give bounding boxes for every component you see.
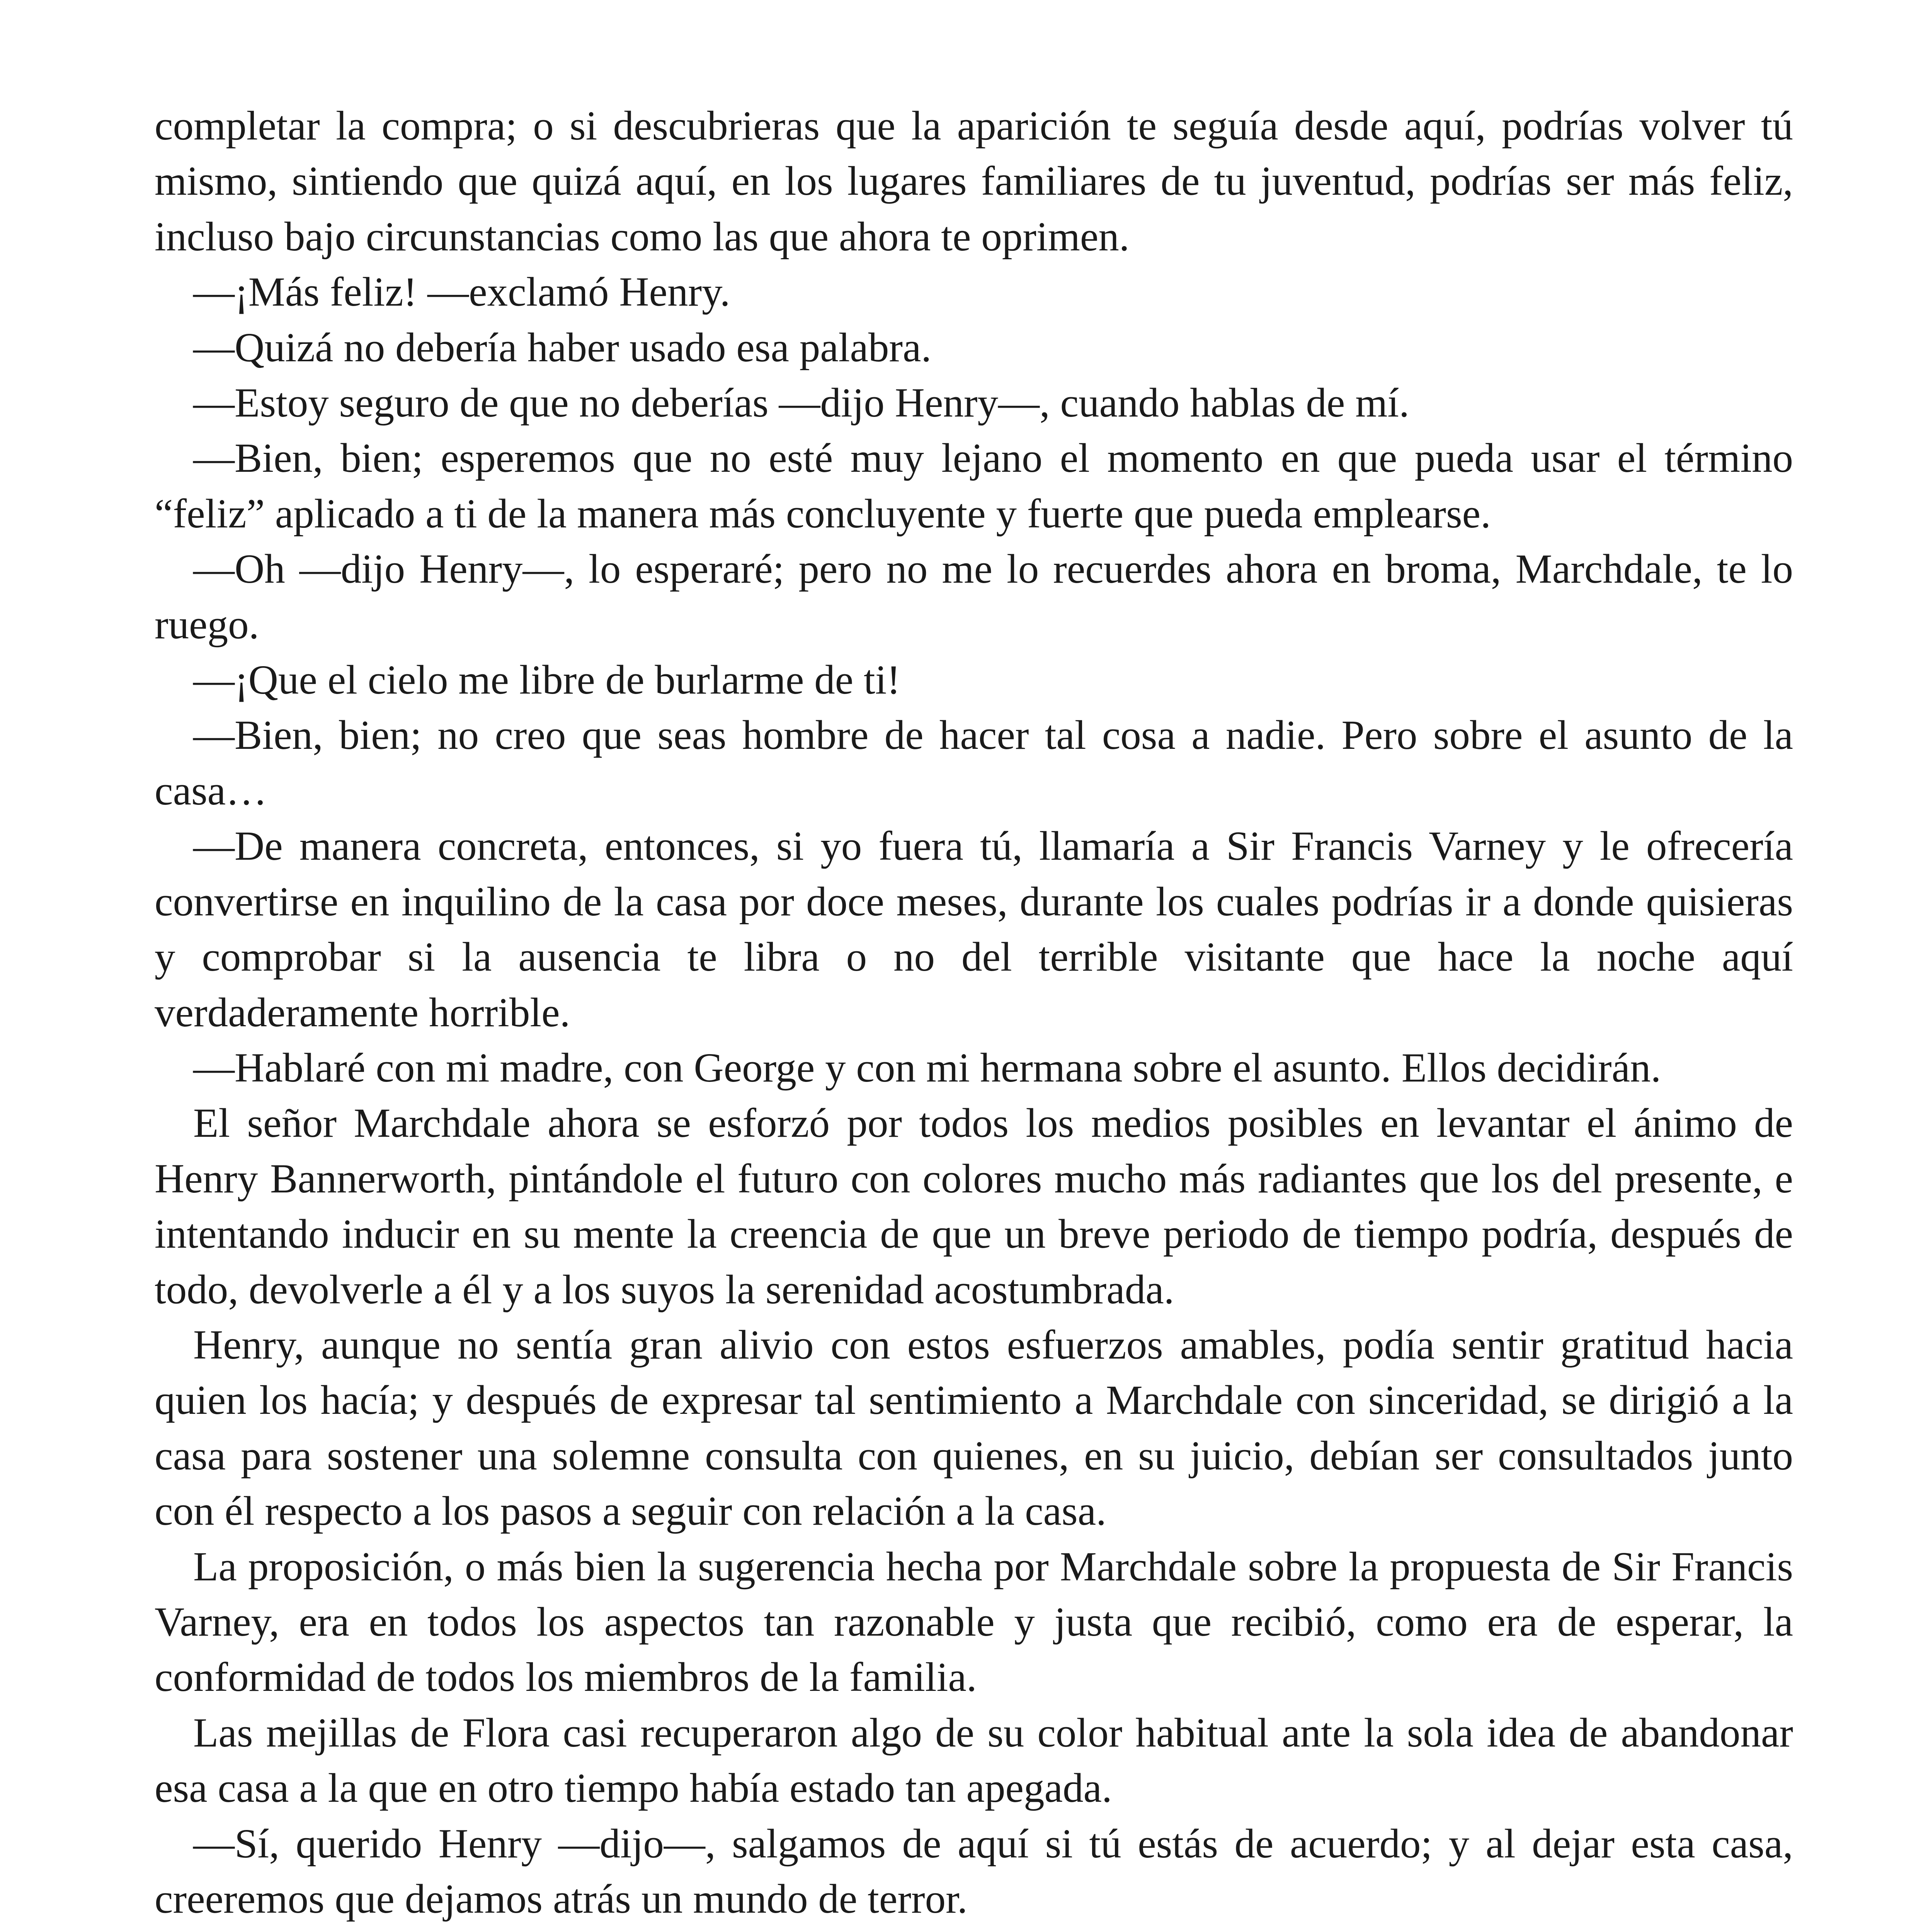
paragraph: —De manera concreta, entonces, si yo fuera tú, llamaría a Sir Francis Varney y le ofrecería convertirse en inquilino de la casa por doce meses, durante los cuales podrías ir a donde quisieras y comprobar si la ausencia te libra o no del terrible visitante que hace la noche aquí verdaderamente horrible.: [155, 823, 1793, 1036]
paragraph: —Hablaré con mi madre, con George y con mi hermana sobre el asunto. Ellos decidirán.: [193, 1045, 1661, 1091]
body-text: [155, 99, 1793, 1932]
paragraph: —Estoy seguro de que no deberías —dijo Henry—, cuando hablas de mí.: [193, 380, 1409, 426]
paragraph: —Sí, querido Henry —dijo—, salgamos de aquí si tú estás de acuerdo; y al dejar esta casa, creeremos que dejamos atrás un mundo de terror.: [155, 1821, 1793, 1922]
paragraph: Henry, aunque no sentía gran alivio con estos esfuerzos amables, podía sentir gratitud hacia quien los hacía; y después de expresar tal sentimiento a Marchdale con sinceridad, se dirigió a la casa para sostener una solemne consulta con quienes, en su juicio, debían ser consultados junto con él respecto a los pasos a seguir con relación a la casa.: [155, 1322, 1793, 1534]
paragraph: —¡Que el cielo me libre de burlarme de ti!: [193, 657, 901, 703]
paragraph: —Quizá no debería haber usado esa palabra.: [193, 325, 932, 371]
paragraph: [155, 1927, 1793, 1932]
paragraph: —¡Más feliz! —exclamó Henry.: [193, 269, 730, 315]
paragraph: —Oh —dijo Henry—, lo esperaré; pero no me lo recuerdes ahora en broma, Marchdale, te lo ruego.: [155, 546, 1793, 648]
paragraph: La proposición, o más bien la sugerencia hecha por Marchdale sobre la propuesta de Sir Francis Varney, era en todos los aspectos tan razonable y justa que recibió, como era de esperar, la conformidad de todos los miembros de la familia.: [155, 1544, 1793, 1701]
paragraph: —Bien, bien; no creo que seas hombre de hacer tal cosa a nadie. Pero sobre el asunto de la casa…: [155, 713, 1793, 814]
paragraph: Las mejillas de Flora casi recuperaron algo de su color habitual ante la sola idea de abandonar esa casa a la que en otro tiempo había estado tan apegada.: [155, 1710, 1793, 1811]
paragraph: —Bien, bien; esperemos que no esté muy lejano el momento en que pueda usar el término “feliz” aplicado a ti de la manera más concluyente y fuerte que pueda emplearse.: [155, 435, 1793, 537]
paragraph: completar la compra; o si descubrieras que la aparición te seguía desde aquí, podrías volver tú mismo, sintiendo que quizá aquí, en los lugares familiares de tu juventud, podrías ser más feliz, incluso bajo circunstancias como las que ahora te oprimen.: [155, 103, 1793, 260]
paragraph: El señor Marchdale ahora se esforzó por todos los medios posibles en levantar el ánimo de Henry Bannerworth, pintándole el futuro con colores mucho más radiantes que los del presente, e intentando inducir en su mente la creencia de que un breve periodo de tiempo podría, después de todo, devolverle a él y a los suyos la serenidad acostumbrada.: [155, 1100, 1793, 1313]
